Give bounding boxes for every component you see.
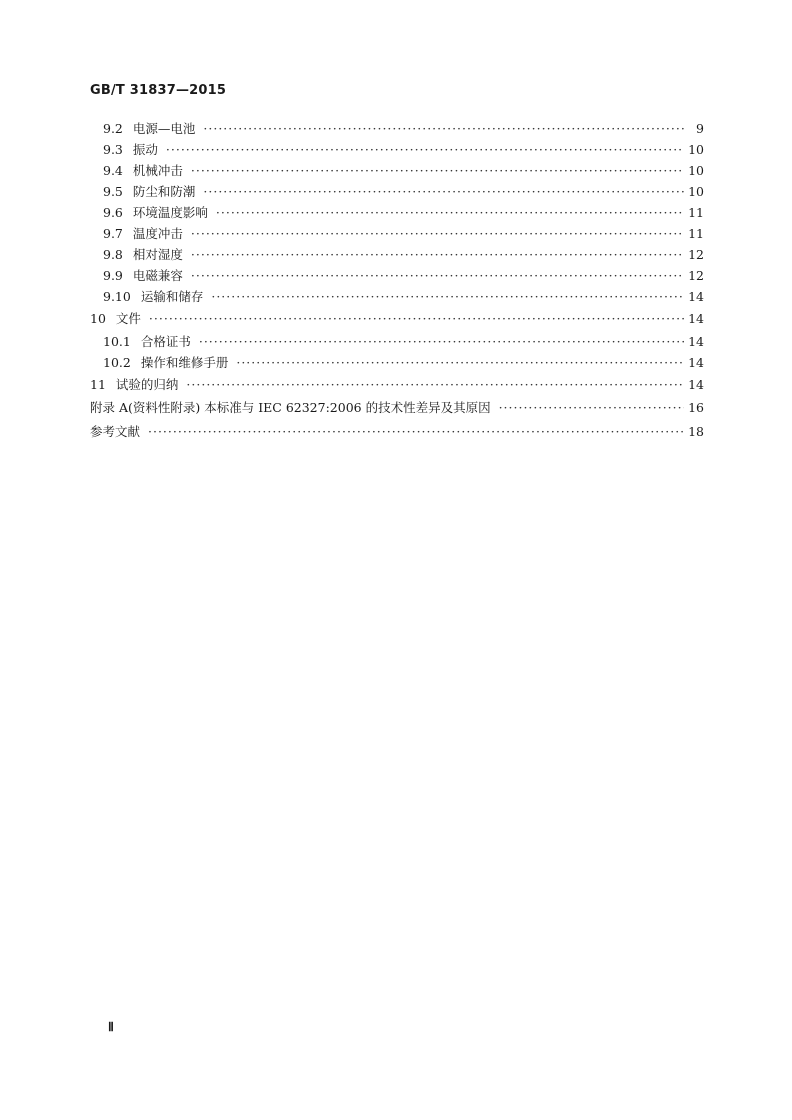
toc-entry-page: 14: [688, 354, 704, 370]
toc-entry-9-7[interactable]: [90, 223, 704, 244]
toc-entry-page: 14: [688, 376, 704, 392]
toc-entry-9-5[interactable]: [90, 181, 704, 202]
toc-entry-number: 9.5: [103, 184, 123, 199]
toc-entry-title: 温度冲击: [132, 226, 183, 241]
toc-entry-page: 11: [688, 205, 704, 220]
toc-entry-9-6[interactable]: [90, 202, 704, 223]
toc-entry-9-4[interactable]: [90, 160, 704, 181]
toc-leader-dots: [191, 223, 684, 244]
toc-leader-dots: [148, 420, 684, 444]
toc-leader-dots: [499, 396, 685, 420]
toc-entry-page: 14: [688, 289, 704, 304]
toc-entry-page: 10: [688, 142, 704, 157]
toc-entry-page: 14: [688, 311, 704, 326]
toc-entry-9-2[interactable]: [90, 118, 704, 139]
toc-entry-number: 9.6: [103, 205, 123, 220]
toc-leader-dots: [203, 118, 686, 139]
toc-entry-page: 12: [688, 247, 704, 262]
toc-entry-page: 10: [688, 163, 704, 178]
toc-leader-dots: [166, 139, 684, 160]
toc-entry-title: 文件: [115, 311, 141, 326]
standard-code-header: GB/T 31837—2015: [90, 83, 227, 98]
toc-entry-number: 9.9: [103, 268, 123, 283]
toc-entry-10[interactable]: [90, 307, 704, 331]
toc-entry-number: 9.2: [103, 121, 123, 136]
toc-entry-page: 11: [688, 226, 704, 241]
toc-entry-number: 9.3: [103, 142, 123, 157]
toc-entry-9-9[interactable]: [90, 265, 704, 286]
toc-entry-number: 10.1: [103, 333, 131, 349]
toc-entry-9-3[interactable]: [90, 139, 704, 160]
toc-entry-title: 电源—电池: [132, 121, 196, 136]
toc-leader-dots: [199, 331, 684, 352]
toc-entry-number: 附录 A: [90, 400, 129, 415]
toc-entry-title: 振动: [132, 142, 158, 157]
toc-entry-title: 运输和储存: [140, 289, 204, 304]
toc-entry-title: 机械冲击: [132, 163, 183, 178]
page-number: Ⅱ: [108, 1020, 114, 1034]
toc-leader-dots: [236, 352, 684, 373]
toc-leader-dots: [191, 160, 684, 181]
toc-entry-page: 14: [688, 333, 704, 349]
toc-leader-dots: [211, 286, 684, 307]
toc-entry-title: (资料性附录) 本标准与 IEC 62327:2006 的技术性差异及其原因: [128, 400, 491, 415]
toc-leader-dots: [186, 373, 684, 397]
toc-leader-dots: [149, 307, 684, 331]
toc-entry-page: 9: [696, 121, 704, 136]
toc-entry-page: 10: [688, 184, 704, 199]
toc-leader-dots: [191, 244, 684, 265]
toc-entry-9-10[interactable]: [90, 286, 704, 307]
toc-entry-references[interactable]: [90, 420, 704, 444]
toc-entry-number: 10.2: [103, 354, 131, 370]
toc-entry-page: 12: [688, 268, 704, 283]
toc-entry-number: 9.7: [103, 226, 123, 241]
toc-entry-number: 9.4: [103, 163, 123, 178]
toc-entry-page: 18: [688, 423, 704, 439]
toc-entry-title: 操作和维修手册: [140, 354, 229, 370]
toc-entry-title: 防尘和防潮: [132, 184, 196, 199]
toc-entry-title: 参考文献: [90, 423, 141, 439]
toc-entry-number: 9.8: [103, 247, 123, 262]
toc-entry-number: 9.10: [103, 289, 131, 304]
toc-entry-title: 合格证书: [140, 333, 191, 349]
toc-entry-11[interactable]: [90, 373, 704, 397]
toc-leader-dots: [203, 181, 684, 202]
toc-leader-dots: [216, 202, 684, 223]
toc-entry-title: 相对湿度: [132, 247, 183, 262]
toc-entry-title: 试验的归纳: [115, 376, 179, 392]
toc-entry-9-8[interactable]: [90, 244, 704, 265]
toc-entry-title: 环境温度影响: [132, 205, 208, 220]
toc-entry-number: 11: [90, 376, 106, 392]
toc-leader-dots: [191, 265, 684, 286]
toc-entry-10-2[interactable]: [90, 352, 704, 373]
toc-entry-title: 电磁兼容: [132, 268, 183, 283]
toc-entry-page: 16: [688, 400, 704, 415]
toc-entry-number: 10: [90, 311, 106, 326]
toc-entry-10-1[interactable]: [90, 331, 704, 352]
table-of-contents: [90, 118, 704, 443]
toc-entry-appendix-a[interactable]: [90, 396, 704, 420]
